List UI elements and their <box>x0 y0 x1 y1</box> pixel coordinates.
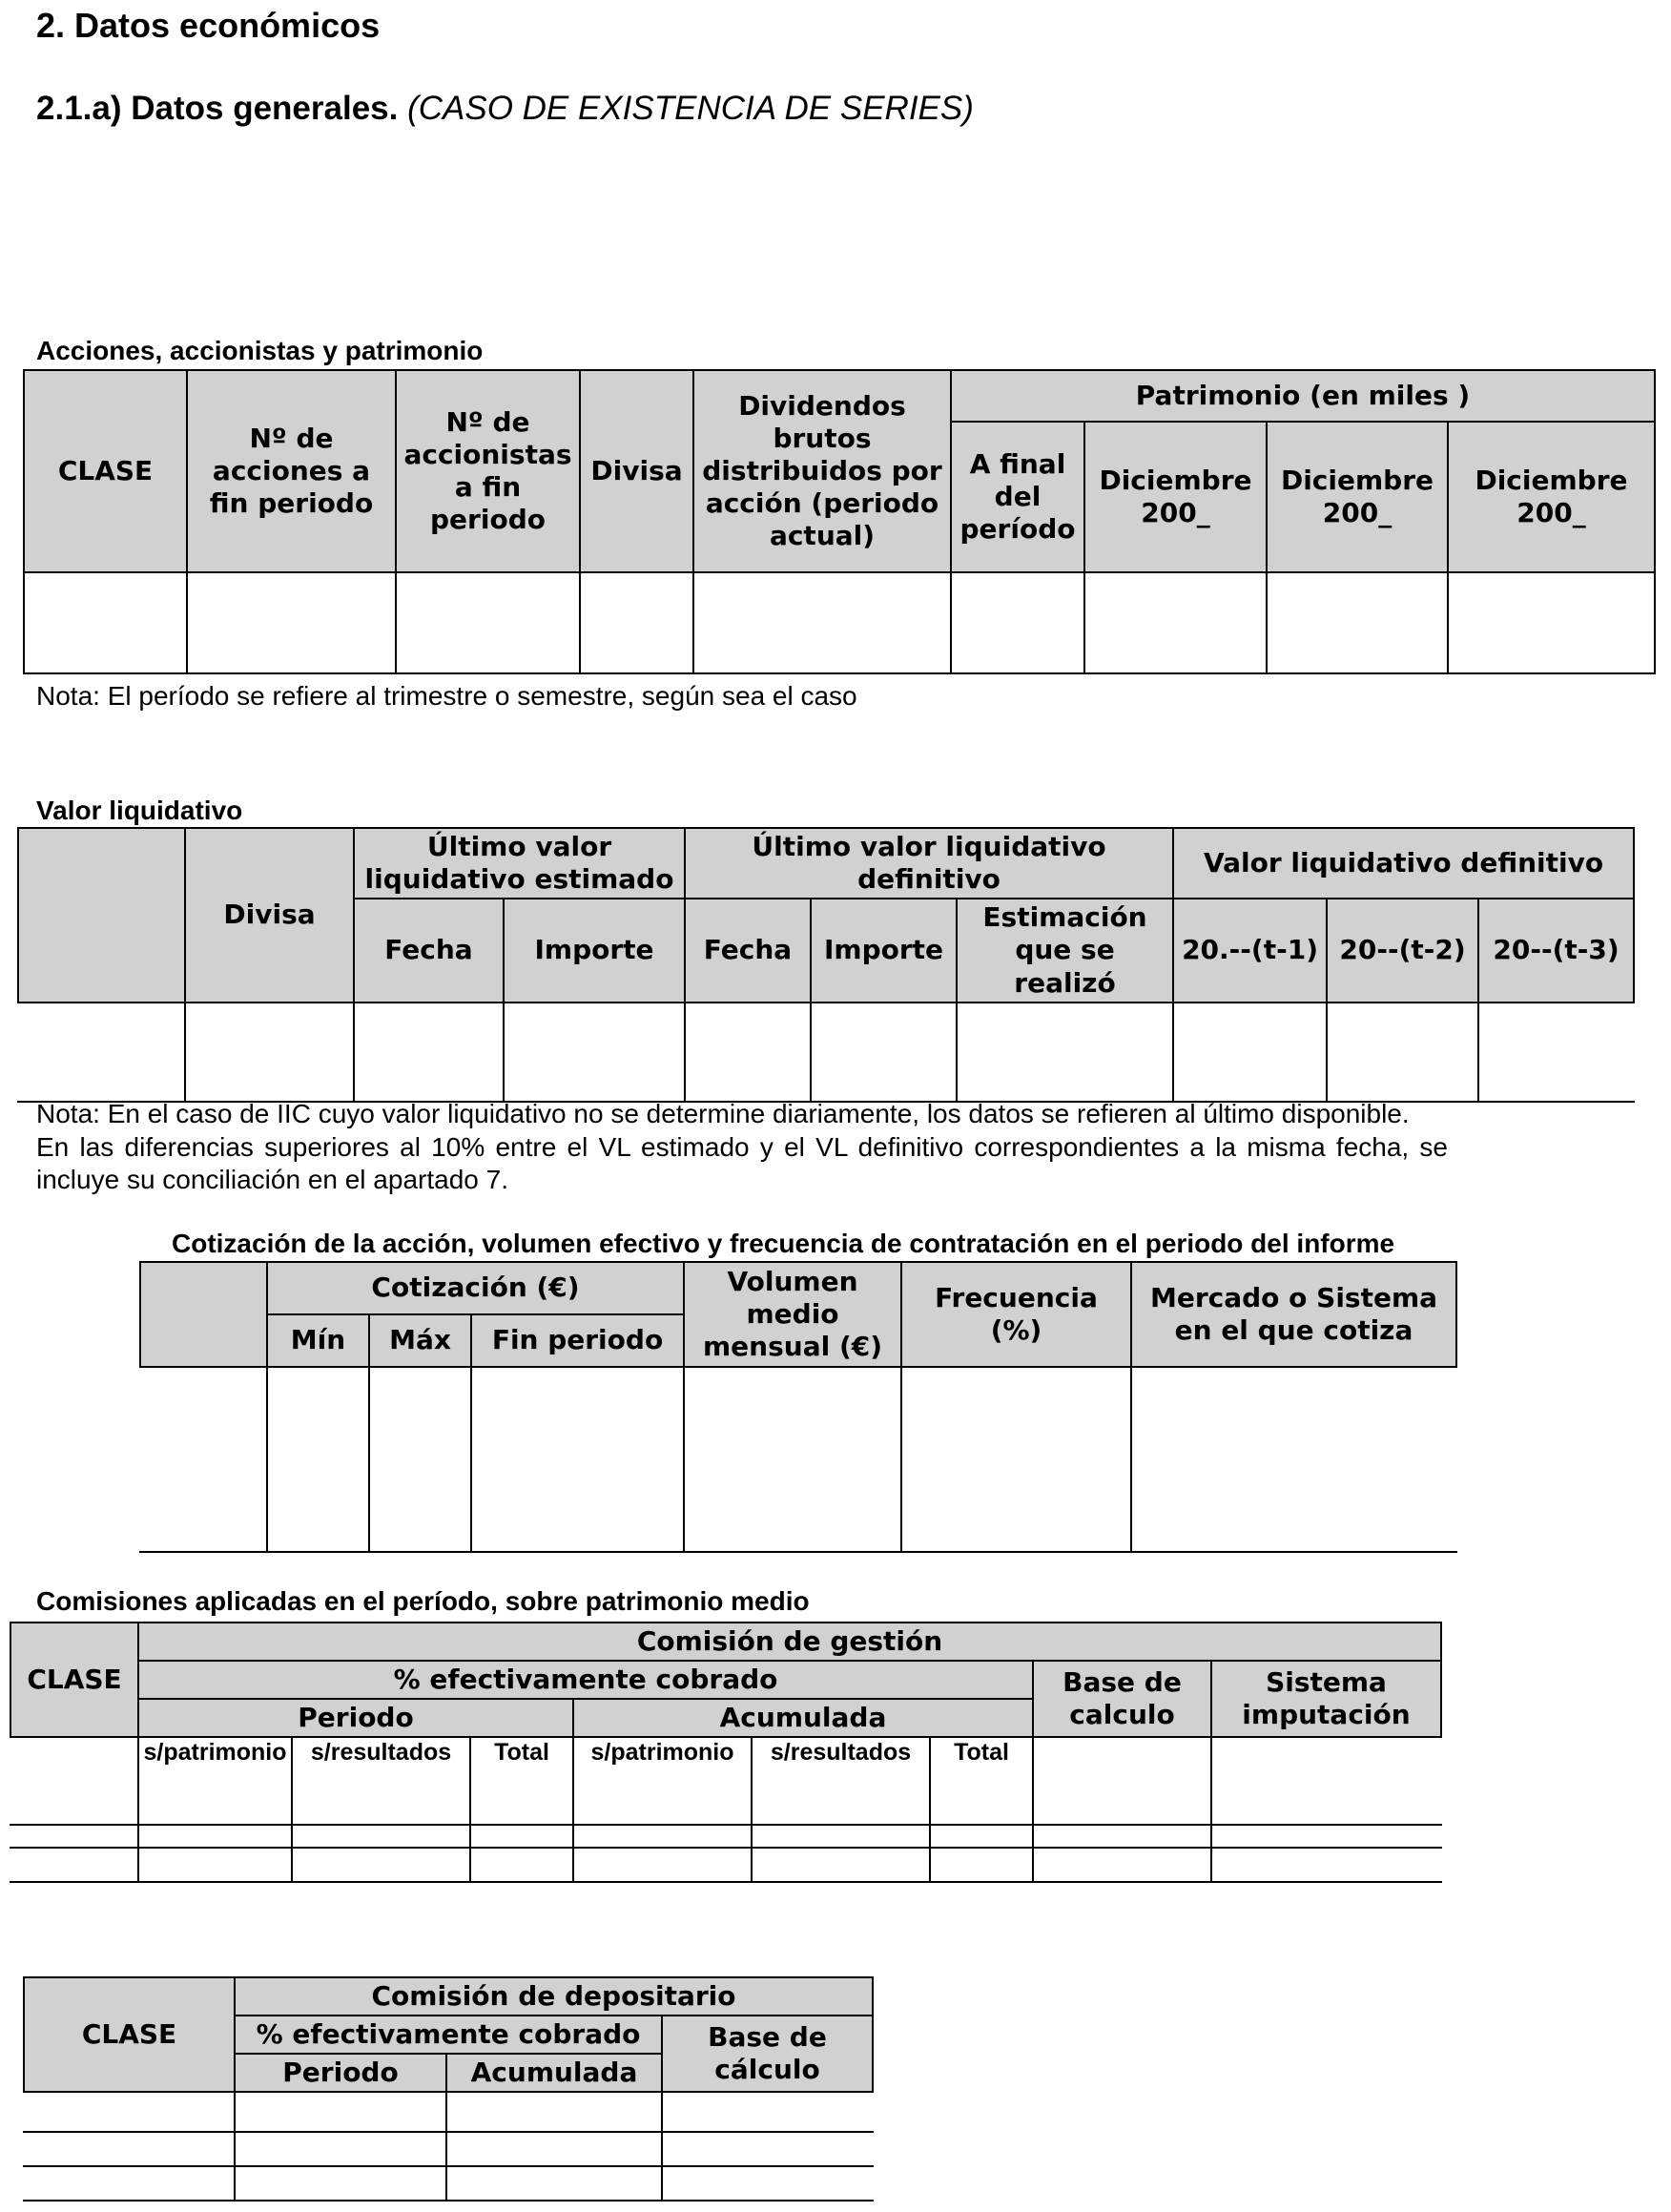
header-vl-t1: 20.--(t-1) <box>1173 899 1327 1002</box>
acciones-table <box>23 369 1656 674</box>
subsection-title-italic: (CASO DE EXISTENCIA DE SERIES) <box>407 90 974 127</box>
cell-vl-importe-2[interactable] <box>811 1003 957 1102</box>
cell-dep-r1-periodo[interactable] <box>235 2092 446 2132</box>
header-dep-periodo: Periodo <box>235 2054 446 2092</box>
header-com-clase: CLASE <box>10 1623 138 1737</box>
header-dep-clase: CLASE <box>24 1977 235 2092</box>
cell-dividendos[interactable] <box>693 572 951 673</box>
header-comision-gestion: Comisión de gestión <box>138 1623 1441 1661</box>
header-s-resultados-2: s/resultados <box>752 1737 930 1825</box>
cell-com-r2-c2[interactable] <box>292 1825 470 1848</box>
header-vl-blank <box>18 828 185 1003</box>
cell-fin-periodo[interactable] <box>471 1367 684 1552</box>
header-com-periodo: Periodo <box>138 1699 573 1737</box>
header-vl-fecha-2: Fecha <box>685 899 811 1002</box>
header-vl-definitivo-series: Valor liquidativo definitivo <box>1173 828 1634 899</box>
cell-divisa[interactable] <box>580 572 693 673</box>
cell-frecuencia[interactable] <box>901 1367 1131 1552</box>
cell-dep-r3-base[interactable] <box>662 2166 873 2201</box>
valor-liquidativo-note-2: En las diferencias superiores al 10% entre el VL estimado y el VL definitivo correspondientes a la misma fecha, se incluye su conciliación en el apartado 7. <box>36 1132 1448 1194</box>
header-vl-divisa: Divisa <box>185 828 354 1003</box>
header-cot-blank <box>140 1262 267 1367</box>
section-title: 2. Datos económicos <box>36 6 381 45</box>
cell-com-r3-c3[interactable] <box>470 1848 573 1882</box>
cell-n-accionistas[interactable] <box>396 572 580 673</box>
header-vl-importe-1: Importe <box>504 899 685 1002</box>
header-total-1: Total <box>470 1737 573 1825</box>
cell-dep-r3-clase[interactable] <box>24 2166 235 2201</box>
cell-cot-blank[interactable] <box>140 1367 267 1552</box>
cell-dep-r1-base[interactable] <box>662 2092 873 2132</box>
cell-dep-r2-base[interactable] <box>662 2132 873 2166</box>
header-vl-estimacion: Estimación que se realizó <box>957 899 1173 1002</box>
header-max: Máx <box>369 1314 471 1367</box>
header-vl-definitivo: Último valor liquidativo definitivo <box>685 828 1173 899</box>
header-patrimonio: Patrimonio (en miles ) <box>951 370 1655 422</box>
cell-com-r3-c1[interactable] <box>138 1848 292 1882</box>
header-vl-t2: 20--(t-2) <box>1327 899 1478 1002</box>
valor-liquidativo-note-1: Nota: En el caso de IIC cuyo valor liquidativo no se determine diariamente, los datos se refieren al último disponible. <box>36 1099 1410 1128</box>
comisiones-table <box>10 1622 1442 1883</box>
cell-com-r2-c5[interactable] <box>752 1825 930 1848</box>
cell-max[interactable] <box>369 1367 471 1552</box>
subsection-title <box>36 90 974 128</box>
header-mercado: Mercado o Sistema en el que cotiza <box>1131 1262 1456 1367</box>
header-cotizacion: Cotización (€) <box>267 1262 684 1314</box>
header-volumen: Volumen medio mensual (€) <box>684 1262 901 1367</box>
cell-vl-t3[interactable] <box>1478 1003 1634 1102</box>
cell-dep-r1-acumulada[interactable] <box>446 2092 662 2132</box>
cotizacion-table <box>139 1261 1457 1553</box>
header-divisa: Divisa <box>580 370 693 572</box>
cell-vl-fecha-1[interactable] <box>354 1003 504 1102</box>
header-total-2: Total <box>930 1737 1033 1825</box>
header-frecuencia: Frecuencia (%) <box>901 1262 1131 1367</box>
cell-mercado[interactable] <box>1131 1367 1456 1552</box>
header-vl-estimado: Último valor liquidativo estimado <box>354 828 685 899</box>
acciones-note: Nota: El período se refiere al trimestre o semestre, según sea el caso <box>36 681 857 711</box>
header-clase: CLASE <box>24 370 187 572</box>
cell-com-base[interactable] <box>1033 1737 1211 1825</box>
cell-com-clase[interactable] <box>10 1737 138 1825</box>
subsection-title-bold: 2.1.a) Datos generales. <box>36 90 399 127</box>
header-s-patrimonio-1: s/patrimonio <box>138 1737 292 1825</box>
cell-com-r2-c8[interactable] <box>1211 1825 1441 1848</box>
cell-dep-r2-acumulada[interactable] <box>446 2132 662 2166</box>
header-fin-periodo: Fin periodo <box>471 1314 684 1367</box>
valor-liquidativo-table <box>17 827 1635 1103</box>
cell-com-r3-c7[interactable] <box>1033 1848 1211 1882</box>
cell-dep-r3-acumulada[interactable] <box>446 2166 662 2201</box>
cell-volumen[interactable] <box>684 1367 901 1552</box>
header-min: Mín <box>267 1314 369 1367</box>
header-comision-depositario: Comisión de depositario <box>235 1977 873 2016</box>
cell-com-r3-c5[interactable] <box>752 1848 930 1882</box>
cell-com-r3-c2[interactable] <box>292 1848 470 1882</box>
cell-diciembre-2[interactable] <box>1267 572 1448 673</box>
cell-vl-t1[interactable] <box>1173 1003 1327 1102</box>
cell-vl-t2[interactable] <box>1327 1003 1478 1102</box>
cell-dep-r2-periodo[interactable] <box>235 2132 446 2166</box>
cell-min[interactable] <box>267 1367 369 1552</box>
cell-n-acciones[interactable] <box>187 572 396 673</box>
acciones-table-title: Acciones, accionistas y patrimonio <box>36 336 484 365</box>
cell-com-r3-c4[interactable] <box>573 1848 752 1882</box>
cell-diciembre-3[interactable] <box>1448 572 1655 673</box>
header-n-accionistas: Nº de accionistas a fin periodo <box>396 370 580 572</box>
cell-vl-divisa[interactable] <box>185 1003 354 1102</box>
cell-vl-estimacion[interactable] <box>957 1003 1173 1102</box>
header-n-acciones: Nº de acciones a fin periodo <box>187 370 396 572</box>
cell-dep-r1-clase[interactable] <box>24 2092 235 2132</box>
cell-dep-r2-clase[interactable] <box>24 2132 235 2166</box>
cell-com-sistema[interactable] <box>1211 1737 1441 1825</box>
header-vl-importe-2: Importe <box>811 899 957 1002</box>
header-diciembre-3: Diciembre 200_ <box>1448 422 1655 572</box>
header-dividendos: Dividendos brutos distribuidos por acción (periodo actual) <box>693 370 951 572</box>
cell-com-r3-clase[interactable] <box>10 1848 138 1882</box>
cell-vl-fecha-2[interactable] <box>685 1003 811 1102</box>
cell-com-r2-c3[interactable] <box>470 1825 573 1848</box>
header-diciembre-1: Diciembre 200_ <box>1084 422 1267 572</box>
header-com-cobrado: % efectivamente cobrado <box>138 1661 1033 1699</box>
cell-com-r2-c6[interactable] <box>930 1825 1033 1848</box>
header-dep-acumulada: Acumulada <box>446 2054 662 2092</box>
cell-com-r2-c4[interactable] <box>573 1825 752 1848</box>
cell-com-r3-c8[interactable] <box>1211 1848 1441 1882</box>
cell-com-r3-c6[interactable] <box>930 1848 1033 1882</box>
header-com-base: Base de calculo <box>1033 1661 1211 1737</box>
header-diciembre-2: Diciembre 200_ <box>1267 422 1448 572</box>
header-dep-base: Base de cálculo <box>662 2016 873 2092</box>
cell-vl-importe-1[interactable] <box>504 1003 685 1102</box>
cell-final-periodo[interactable] <box>951 572 1084 673</box>
header-s-patrimonio-2: s/patrimonio <box>573 1737 752 1825</box>
header-vl-fecha-1: Fecha <box>354 899 504 1002</box>
comisiones-title: Comisiones aplicadas en el período, sobre patrimonio medio <box>36 1586 810 1616</box>
depositario-table <box>23 1976 874 2202</box>
valor-liquidativo-title: Valor liquidativo <box>36 796 243 825</box>
header-final-periodo: A final del período <box>951 422 1084 572</box>
cell-com-r2-c1[interactable] <box>138 1825 292 1848</box>
cell-com-r2-c7[interactable] <box>1033 1825 1211 1848</box>
header-com-sistema: Sistema imputación <box>1211 1661 1441 1737</box>
cell-diciembre-1[interactable] <box>1084 572 1267 673</box>
cell-clase[interactable] <box>24 572 187 673</box>
cell-dep-r3-periodo[interactable] <box>235 2166 446 2201</box>
cell-vl-blank[interactable] <box>18 1003 185 1102</box>
header-dep-cobrado: % efectivamente cobrado <box>235 2016 662 2054</box>
header-com-acumulada: Acumulada <box>573 1699 1033 1737</box>
cell-com-r2-clase[interactable] <box>10 1825 138 1848</box>
cotizacion-title: Cotización de la acción, volumen efectivo y frecuencia de contratación en el periodo del informe <box>172 1229 1395 1258</box>
header-vl-t3: 20--(t-3) <box>1478 899 1634 1002</box>
header-s-resultados-1: s/resultados <box>292 1737 470 1825</box>
